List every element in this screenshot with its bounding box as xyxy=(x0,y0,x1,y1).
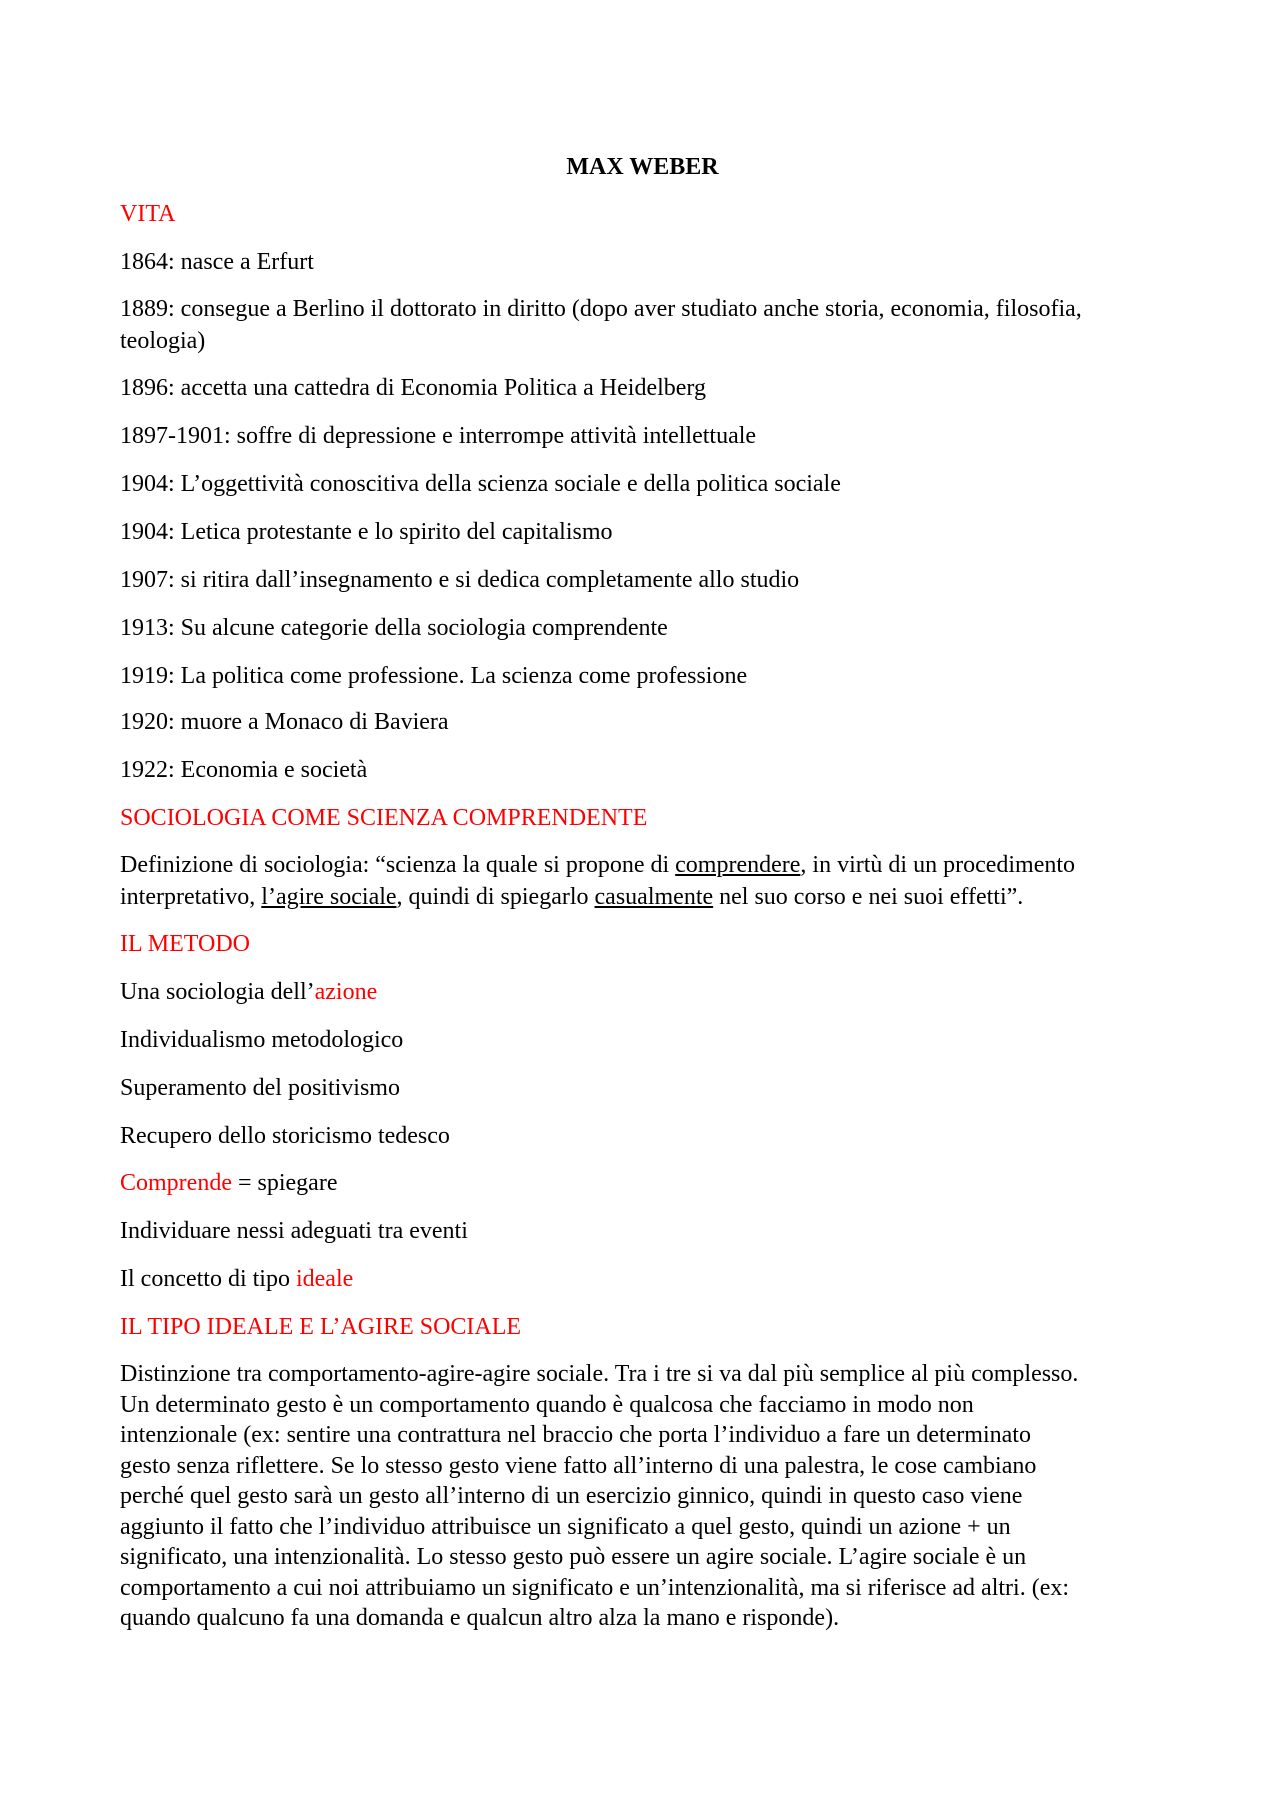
definition-text: Definizione di sociologia: “scienza la quale si propone di xyxy=(120,852,676,878)
vita-item: teologia) xyxy=(120,328,206,354)
definition-text: interpretativo, xyxy=(120,884,262,910)
underlined-term: comprendere xyxy=(675,852,801,878)
paragraph-line: intenzionale (ex: sentire una contrattura nel braccio che porta l’individuo a fare un determinato xyxy=(120,1422,1031,1448)
paragraph-line: gesto senza riflettere. Se lo stesso gesto viene fatto all’interno di una palestra, le cose cambiano xyxy=(120,1453,1037,1479)
highlight-term: azione xyxy=(314,979,378,1005)
vita-item: 1913: Su alcune categorie della sociologia comprendente xyxy=(120,615,668,641)
highlight-term: ideale xyxy=(295,1266,354,1292)
metodo-item: Superamento del positivismo xyxy=(120,1075,400,1101)
metodo-text: = spiegare xyxy=(231,1170,338,1196)
section-heading-sociologia: SOCIOLOGIA COME SCIENZA COMPRENDENTE xyxy=(120,805,648,831)
vita-item: 1907: si ritira dall’insegnamento e si dedica completamente allo studio xyxy=(120,567,800,593)
definition-text: , quindi di spiegarlo xyxy=(396,884,595,910)
vita-item: 1922: Economia e società xyxy=(120,757,368,783)
paragraph-line: Un determinato gesto è un comportamento quando è qualcosa che facciamo in modo non xyxy=(120,1392,974,1418)
vita-item: 1897-1901: soffre di depressione e interrompe attività intellettuale xyxy=(120,423,757,449)
metodo-item xyxy=(120,1167,1165,1199)
metodo-item xyxy=(120,1263,1165,1295)
paragraph-line: aggiunto il fatto che l’individuo attribuisce un significato a quel gesto, quindi un azione + un xyxy=(120,1514,1011,1540)
paragraph-line: perché quel gesto sarà un gesto all’interno di un esercizio ginnico, quindi in questo caso viene xyxy=(120,1483,1023,1509)
metodo-item: Individualismo metodologico xyxy=(120,1027,404,1053)
vita-item: 1904: L’oggettività conoscitiva della scienza sociale e della politica sociale xyxy=(120,471,841,497)
vita-item: 1904: Letica protestante e lo spirito del capitalismo xyxy=(120,519,613,545)
metodo-text: Il concetto di tipo xyxy=(120,1266,296,1292)
vita-item: 1896: accetta una cattedra di Economia Politica a Heidelberg xyxy=(120,375,706,401)
highlight-term: Comprende xyxy=(120,1170,232,1196)
section-heading-tipo-ideale: IL TIPO IDEALE E L’AGIRE SOCIALE xyxy=(120,1314,522,1340)
vita-item: 1889: consegue a Berlino il dottorato in diritto (dopo aver studiato anche storia, economia, filosofia, xyxy=(120,296,1082,322)
paragraph-line: quando qualcuno fa una domanda e qualcun altro alza la mano e risponde). xyxy=(120,1605,840,1631)
underlined-term: casualmente xyxy=(594,884,714,910)
metodo-text: Una sociologia dell’ xyxy=(120,979,315,1005)
vita-item: 1920: muore a Monaco di Baviera xyxy=(120,709,449,735)
definition-line-2 xyxy=(120,881,1165,913)
definition-line-1 xyxy=(120,849,1165,881)
section-heading-metodo: IL METODO xyxy=(120,931,250,957)
definition-text: , in virtù di un procedimento xyxy=(800,852,1076,878)
paragraph-line: comportamento a cui noi attribuiamo un significato e un’intenzionalità, ma si riferisce ad altri. (ex: xyxy=(120,1575,1070,1601)
metodo-item xyxy=(120,976,1165,1008)
vita-item: 1864: nasce a Erfurt xyxy=(120,249,314,275)
section-heading-vita: VITA xyxy=(120,201,176,227)
definition-text: nel suo corso e nei suoi effetti”. xyxy=(713,884,1024,910)
underlined-term: l’agire sociale xyxy=(261,884,397,910)
metodo-item: Individuare nessi adeguati tra eventi xyxy=(120,1218,468,1244)
page-title: MAX WEBER xyxy=(566,154,719,180)
paragraph-line: significato, una intenzionalità. Lo stesso gesto può essere un agire sociale. L’agire sociale è un xyxy=(120,1544,1027,1570)
metodo-item: Recupero dello storicismo tedesco xyxy=(120,1123,450,1149)
vita-item: 1919: La politica come professione. La scienza come professione xyxy=(120,663,748,689)
paragraph-line: Distinzione tra comportamento-agire-agire sociale. Tra i tre si va dal più semplice al più complesso. xyxy=(120,1361,1079,1387)
